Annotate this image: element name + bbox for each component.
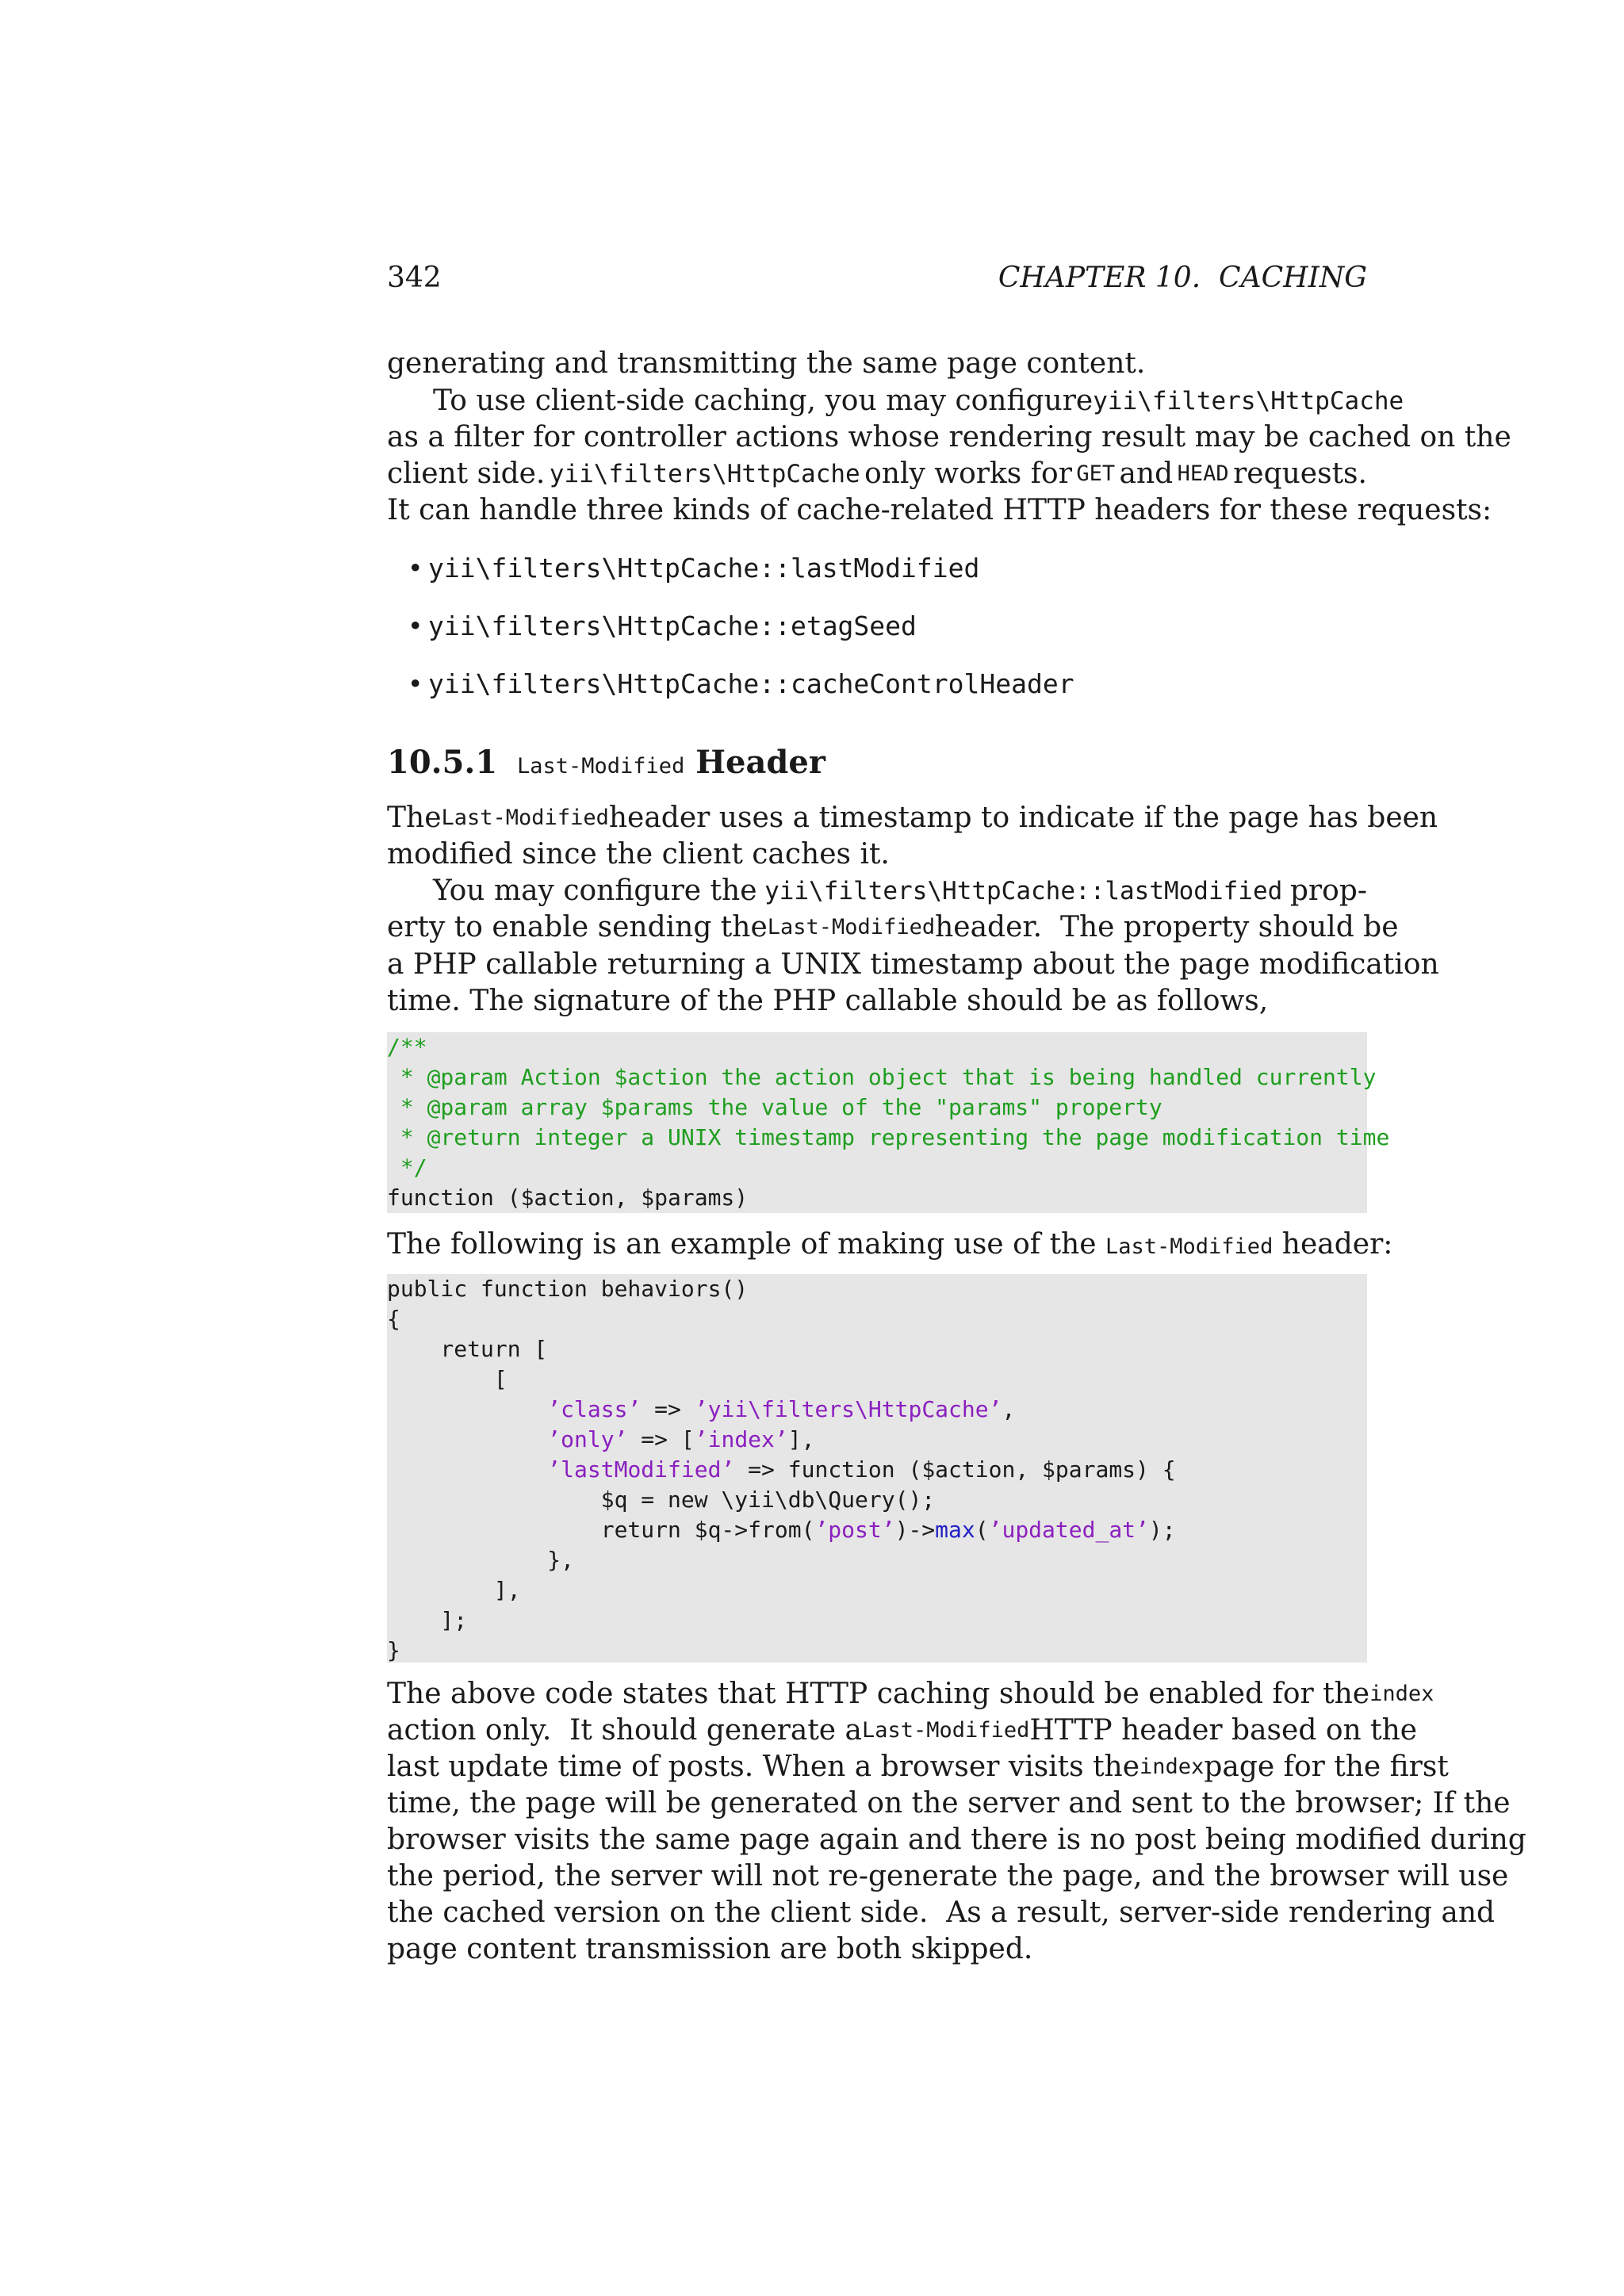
code-line: ]; <box>387 1607 468 1633</box>
para4-line-2: action only. It should generate a Last-Modified HTTP header based on the <box>387 1712 1367 1749</box>
section-code: Last-Modified <box>517 754 685 779</box>
intro-line-2: To use client-side caching, you may configure yii\filters\HttpCache <box>433 383 1367 419</box>
para4-line-1: The above code states that HTTP caching should be enabled for the index <box>387 1676 1367 1712</box>
bullet-icon: • <box>408 553 423 584</box>
list-item: • yii\filters\HttpCache::lastModified <box>408 553 980 584</box>
para4-line-6: the period, the server will not re-generate the page, and the browser will use <box>387 1860 1509 1892</box>
inline-code: yii\filters\HttpCache <box>549 460 860 488</box>
para1-line-2: modified since the client caches it. <box>387 838 890 871</box>
code-line: [ <box>387 1366 508 1392</box>
code-line: */ <box>387 1154 427 1181</box>
bullet-icon: • <box>408 610 423 641</box>
inline-code: yii\filters\HttpCache <box>1093 387 1404 415</box>
section-heading <box>387 744 825 781</box>
inline-code: GET <box>1076 461 1116 486</box>
para4-line-8: page content transmission are both skipped. <box>387 1933 1033 1965</box>
code-line: * @param Action $action the action object that is being handled currently <box>387 1064 1377 1090</box>
para4-line-5: browser visits the same page again and there is no post being modified during <box>387 1823 1526 1856</box>
inline-code: yii\filters\HttpCache::lastModified <box>764 877 1283 905</box>
intro-line-3: as a filter for controller actions whose rendering result may be cached on the <box>387 421 1511 453</box>
para4-line-4: time, the page will be generated on the server and sent to the browser; If the <box>387 1787 1511 1820</box>
running-header <box>387 262 1367 294</box>
inline-code: index <box>1369 1682 1434 1706</box>
inline-code: Last-Modified <box>1105 1234 1274 1259</box>
intro-line-1: generating and transmitting the same page content. <box>387 347 1146 380</box>
para4-line-3: last update time of posts. When a browser visits the index page for the first <box>387 1749 1367 1785</box>
code-line: return $q->from(’post’)->max(’updated_at’); <box>387 1517 1176 1543</box>
list-item: • yii\filters\HttpCache::cacheControlHeader <box>408 668 1074 699</box>
code-line: /** <box>387 1034 427 1060</box>
chapter-title: CHAPTER 10. CACHING <box>998 262 1367 294</box>
para4-line-7: the cached version on the client side. As a result, server-side rendering and <box>387 1896 1496 1929</box>
para1-line-1: The Last-Modified header uses a timestamp to indicate if the page has been <box>387 800 1367 836</box>
section-number: 10.5.1 <box>387 744 498 781</box>
code-line: public function behaviors() <box>387 1276 749 1302</box>
inline-code: index <box>1139 1755 1205 1779</box>
code-line: ’only’ => [’index’], <box>547 1426 815 1452</box>
para2-line-4: time. The signature of the PHP callable should be as follows, <box>387 985 1269 1017</box>
code-block-signature <box>387 1032 1390 1213</box>
intro-line-5: It can handle three kinds of cache-related HTTP headers for these requests: <box>387 494 1492 526</box>
code-line: ], <box>387 1577 521 1603</box>
para2-line-2: erty to enable sending the Last-Modified header. The property should be <box>387 909 1367 946</box>
paragraph-3: The following is an example of making use of the Last-Modified header: <box>387 1228 1393 1261</box>
code-line: ’class’ => ’yii\filters\HttpCache’, <box>547 1396 1016 1422</box>
code-line: function ($action, $params) <box>387 1184 749 1211</box>
code-line: } <box>387 1637 400 1663</box>
inline-code: HEAD <box>1177 461 1229 486</box>
list-item: • yii\filters\HttpCache::etagSeed <box>408 610 917 641</box>
code-line: return [ <box>387 1336 548 1362</box>
code-line: $q = new \yii\db\Query(); <box>387 1487 936 1513</box>
code-line: }, <box>387 1547 575 1573</box>
code-line: * @param array $params the value of the "params" property <box>387 1094 1162 1120</box>
code-block-behaviors <box>387 1274 1367 1663</box>
code-line: { <box>387 1306 400 1332</box>
page-number: 342 <box>387 262 442 294</box>
section-title: Header <box>695 744 825 781</box>
bullet-icon: • <box>408 668 423 699</box>
code-line: ’lastModified’ => function ($action, $params) { <box>547 1456 1176 1483</box>
inline-code: Last-Modified <box>862 1718 1030 1743</box>
inline-code: Last-Modified <box>767 915 936 939</box>
inline-code: Last-Modified <box>441 806 609 830</box>
para2-line-3: a PHP callable returning a UNIX timestamp about the page modification <box>387 948 1439 981</box>
para2-line-1: You may configure the yii\filters\HttpCache::lastModified prop- <box>433 873 1367 909</box>
code-line: * @return integer a UNIX timestamp representing the page modification time <box>387 1124 1390 1150</box>
intro-line-4: client side. yii\filters\HttpCache only works for GET and HEAD requests. <box>387 456 1367 492</box>
